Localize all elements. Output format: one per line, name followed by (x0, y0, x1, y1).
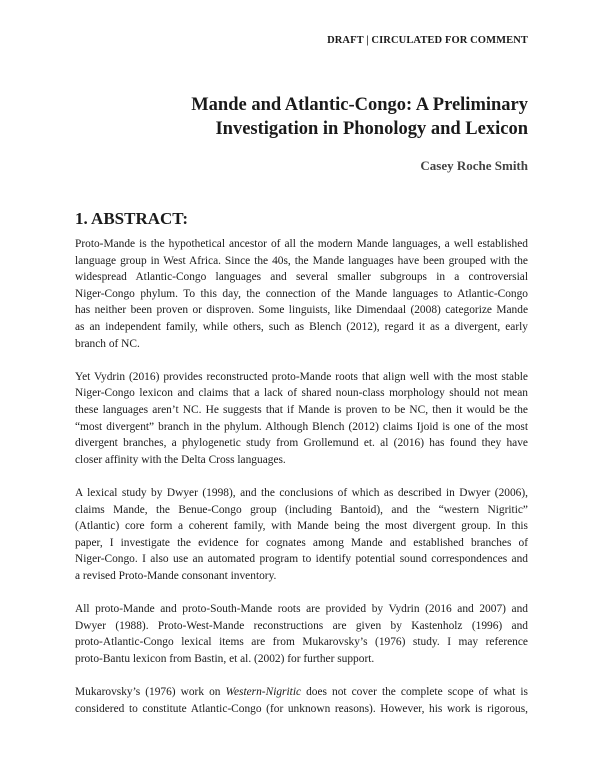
text-line: widespread Atlantic-Congo languages and several smaller subgroups in a controversial (75, 271, 528, 284)
paragraph (75, 236, 528, 352)
text-line: as an independent family, while others, such as Blench (2012), regard it as a divergent, early (75, 320, 528, 333)
text-line: considered to constitute Atlantic-Congo (for unknown reasons). However, his work is rigorous, (75, 702, 528, 715)
text-line: “most divergent” branch in the phylum. Although Blench (2012) claims Ijoid is one of the most (75, 420, 528, 433)
text-line: proto-Bantu lexicon from Bastin, et al. (2002) for further support. (75, 652, 375, 665)
text-line: All proto-Mande and proto-South-Mande roots are provided by Vydrin (2016 and 2007) and (75, 603, 528, 616)
text-line: language group in West Africa. Since the 40s, the Mande languages have been grouped with the (75, 254, 528, 267)
text-line: closer affinity with the Delta Cross languages. (75, 453, 286, 466)
text-line: proto-Atlantic-Congo lexical items are from Mukarovsky’s (1976) study. I may reference (75, 636, 528, 649)
text-line: divergent branches, a phylogenetic study from Grollemund et. al (2016) has found they have (75, 437, 528, 450)
text-line: Niger-Congo phylum. To this day, the connection of the Mande languages to Atlantic-Congo (75, 287, 528, 300)
paper-title (88, 93, 528, 141)
text-line: Niger-Congo lexicon and claims that a lack of shared noun-class morphology should not mean (75, 387, 528, 400)
paragraph (75, 485, 528, 585)
text-run: does not cover the complete scope of what is (301, 686, 528, 699)
abstract-body (75, 236, 528, 734)
text-line: Yet Vydrin (2016) provides reconstructed proto-Mande roots that align well with the most stable (75, 370, 528, 383)
text-line: A lexical study by Dwyer (1998), and the conclusions of which as described in Dwyer (2006), (75, 486, 528, 499)
text-line: Niger-Congo. I also use an automated program to identify potential sound correspondences and (75, 553, 528, 566)
text-line: a revised Proto-Mande consonant inventory. (75, 569, 277, 582)
text-line: claims Mande, the Benue-Congo group (including Bantoid), and the “western Nigritic” (75, 503, 528, 516)
text-line (75, 684, 528, 701)
text-line: Proto-Mande is the hypothetical ancestor of all the modern Mande languages, a well established (75, 238, 528, 250)
section-heading: 1. ABSTRACT: (75, 209, 189, 228)
text-line: (Atlantic) core form a coherent family, with Mande being the most divergent group. In this (75, 520, 528, 533)
text-line: branch of NC. (75, 337, 140, 350)
paragraph (75, 601, 528, 667)
italic-term: Western-Nigritic (225, 686, 302, 699)
text-run: Mukarovsky’s (1976) work on (75, 686, 226, 699)
author-name: Casey Roche Smith (420, 158, 528, 173)
text-line: Dwyer (1988). Proto-West-Mande reconstructions are given by Kastenholz (1996) and (75, 619, 528, 632)
paper-title-line: Investigation in Phonology and Lexicon (215, 119, 528, 139)
draft-header: DRAFT | CIRCULATED FOR COMMENT (327, 35, 528, 46)
text-line: has neither been proven or disproven. Some linguists, like Dimendaal (2008) categorize Mande (75, 304, 528, 317)
paper-title-line: Mande and Atlantic-Congo: A Preliminary (191, 95, 528, 115)
text-line: paper, I investigate the evidence for cognates among Mande and established branches of (75, 536, 528, 549)
paragraph (75, 684, 528, 717)
paragraph (75, 369, 528, 469)
text-line: these languages aren’t NC. He suggests that if Mande is proven to be NC, then it would be the (75, 403, 528, 416)
